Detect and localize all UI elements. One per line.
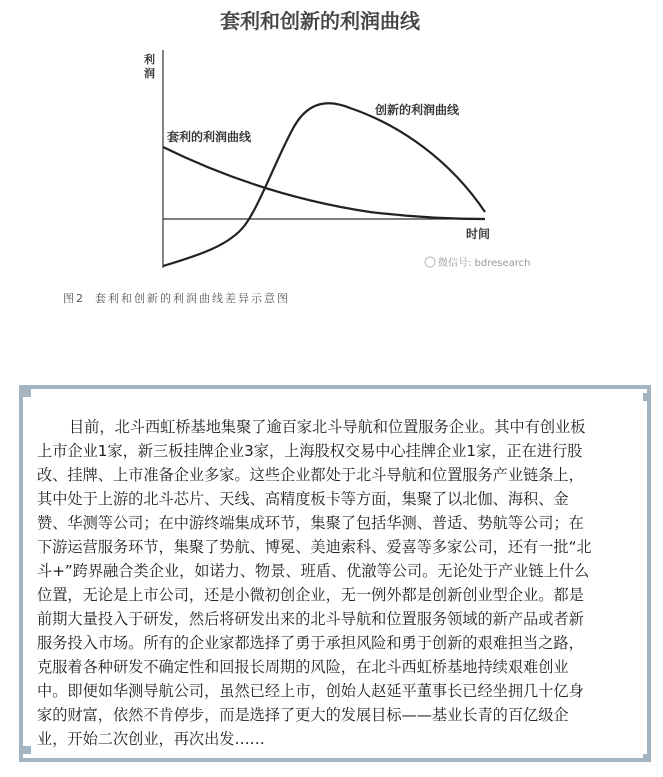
arbitrage-curve-label: 套利的利润曲线 (167, 130, 252, 144)
figure-caption (63, 290, 300, 306)
text-line: 斗+”跨界融合类企业，如诺力、物景、班盾、优澈等公司。无论处于产业链上什么 (37, 562, 590, 580)
text-line: 下游运营服务环节，集聚了势航、博冕、美迪索科、爱喜等多家公司，还有一批“北 (37, 538, 592, 556)
frame-corner (643, 393, 651, 401)
figure-title: 套利和创新的利润曲线 (220, 9, 420, 33)
caption-text: 套利和创新的利润曲线差异示意图 (95, 292, 290, 305)
wechat-icon (425, 257, 435, 267)
profit-curve-diagram (140, 0, 540, 280)
watermark: 微信号: bdresearch (438, 258, 531, 269)
y-axis-label-2: 润 (144, 67, 155, 80)
text-line: 赞、华测等公司；在中游终端集成环节，集聚了包括华测、普适、势航等公司；在 (37, 514, 584, 532)
article-text-box (19, 385, 651, 762)
text-line: 服务投入市场。所有的企业家都选择了勇于承担风险和勇于创新的艰难担当之路， (37, 634, 584, 652)
y-axis-label-1: 利 (144, 53, 155, 66)
text-line: 目前，北斗西虹桥基地集聚了逾百家北斗导航和位置服务企业。其中有创业板 (69, 418, 586, 436)
text-line: 上市企业1家，新三板挂牌企业3家，上海股权交易中心挂牌企业1家，正在进行股 (37, 442, 583, 460)
article-paragraph (37, 415, 637, 751)
text-line: 家的财富，依然不肯停步，而是选择了更大的发展目标——基业长青的百亿级企 (37, 706, 569, 724)
text-line: 克服着各种研发不确定性和回报长周期的风险，在北斗西虹桥基地持续艰难创业 (37, 658, 569, 676)
text-line: 位置，无论是上市公司，还是小微初创企业，无一例外都是创新创业型企业。都是 (37, 586, 584, 604)
text-line: 改、挂牌、上市准备企业多家。这些企业都处于北斗导航和位置服务产业链条上， (37, 466, 584, 484)
text-line: 中。即便如华测导航公司，虽然已经上市，创始人赵延平董事长已经坐拥几十亿身 (37, 682, 584, 700)
x-axis-label: 时间 (466, 227, 491, 241)
frame-corner (19, 746, 31, 754)
profit-curve-figure (140, 0, 540, 280)
text-line: 前期大量投入于研发，然后将研发出来的北斗导航和位置服务领域的新产品或者新 (37, 610, 584, 628)
frame-corner (19, 385, 31, 397)
text-line: 业，开始二次创业，再次出发…… (37, 730, 265, 748)
innovation-profit-curve (163, 103, 485, 266)
frame-corner (643, 754, 651, 762)
caption-number: 图2 (63, 292, 85, 305)
innovation-curve-label: 创新的利润曲线 (375, 103, 460, 117)
text-line: 其中处于上游的北斗芯片、天线、高精度板卡等方面，集聚了以北伽、海积、金 (37, 490, 569, 508)
